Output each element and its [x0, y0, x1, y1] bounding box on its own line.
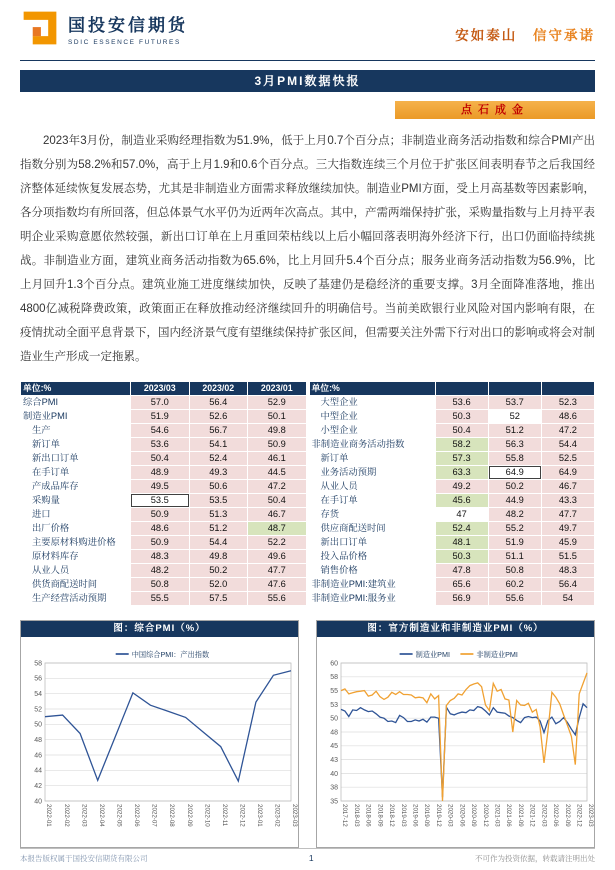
row-label: 投入品价格: [309, 550, 435, 564]
svg-text:2020-09: 2020-09: [470, 804, 478, 827]
report-title: 3月PMI数据快报: [254, 74, 361, 88]
svg-text:2022-03: 2022-03: [80, 804, 88, 827]
svg-text:中国综合PMI：产出指数: 中国综合PMI：产出指数: [131, 650, 210, 659]
table-row: [309, 564, 595, 578]
disclaimer-text: 不可作为投资依据，转载请注明出处: [474, 854, 595, 863]
svg-text:38: 38: [330, 784, 338, 792]
svg-text:2023-03: 2023-03: [587, 804, 594, 827]
value-cell: 48.2: [488, 508, 541, 522]
value-cell: 64.9: [541, 466, 594, 480]
value-cell: 50.9: [248, 438, 307, 452]
page-number: 1: [308, 853, 314, 863]
table-row: [21, 592, 307, 606]
value-cell: 60.2: [488, 578, 541, 592]
value-cell: 50.6: [189, 480, 248, 494]
date-column-header: 2023/03: [131, 382, 190, 396]
svg-text:2022-10: 2022-10: [203, 804, 211, 827]
value-cell: 51.2: [189, 522, 248, 536]
value-cell: 50.4: [131, 452, 190, 466]
row-label: 非制造业商务活动指数: [309, 438, 435, 452]
value-cell: 45.9: [541, 536, 594, 550]
charts-section: [20, 620, 595, 848]
value-cell: 64.9: [488, 466, 541, 480]
svg-text:2022-09: 2022-09: [185, 804, 193, 827]
svg-text:55: 55: [330, 688, 338, 695]
svg-text:56: 56: [34, 675, 42, 683]
svg-text:2018-06: 2018-06: [364, 804, 372, 827]
svg-text:54: 54: [34, 691, 42, 699]
value-cell: 52.9: [248, 396, 307, 410]
svg-text:2018-12: 2018-12: [388, 804, 396, 827]
value-cell: 55.6: [488, 592, 541, 606]
value-cell: 49.8: [189, 550, 248, 564]
table-row: [309, 452, 595, 466]
value-cell: 52.0: [189, 578, 248, 592]
svg-text:2022-03: 2022-03: [540, 804, 548, 827]
row-label: 新订单: [309, 452, 435, 466]
table-row: [21, 410, 307, 424]
value-cell: 48.7: [248, 522, 307, 536]
value-cell: 51.1: [488, 550, 541, 564]
svg-text:45: 45: [330, 743, 338, 751]
badge-row: [20, 101, 595, 119]
pmi-data-table: [20, 381, 595, 606]
report-body-paragraph: 2023年3月份，制造业采购经理指数为51.9%，低于上月0.7个百分点；非制造业商务活动指数和综合PMI产出指数分别为58.2%和57.0%，高于上月1.9和0.6个百分点。三大指数连续三个月位于扩张区间表明春节之后我国经济整体延续恢复发展态势，尤其是非制造业方面需求释放继续加快。制造业PMI方面，受上月高基数等因素影响，各分项指数均有所回落，但总体景气水平仍为近两年次高点。其中，产需两端保持扩张，采购量指数与上月持平表明企业采购意愿依然较强，新出口订单在上月重回荣枯线以上后小幅回落表明海外经济下行，出口仍面临持续挑战。非制造业方面，建筑业商务活动指数为65.6%，比上月回升5.4个百分点；服务业商务活动指数为56.9%，比上月回升1.3个百分点。建筑业施工进度继续加快，反映了基建仍是稳经济的重要支撑。3月全面降准落地，推出4800亿减税降费政策，政策面正在释放推动经济继续回升的明确信号。当前美欧银行业风险对国内影响有限，在疫情扰动全面平息背景下，国内经济景气度有望继续保持扩张区间，但需要关注外需下行对出口的影响或将会对制造业生产形成一定拖累。: [20, 135, 595, 363]
report-title-banner: [20, 70, 595, 92]
value-cell: 52.6: [189, 410, 248, 424]
value-cell: 54.4: [189, 536, 248, 550]
row-label: 产成品库存: [21, 480, 131, 494]
pmi-table-left: [20, 381, 307, 606]
value-cell: 56.4: [541, 578, 594, 592]
svg-text:2019-12: 2019-12: [434, 804, 442, 827]
value-cell: 55.8: [488, 452, 541, 466]
svg-text:2022-06: 2022-06: [133, 804, 141, 827]
svg-text:50: 50: [330, 715, 338, 723]
value-cell: 48.6: [541, 410, 594, 424]
svg-text:2019-09: 2019-09: [423, 804, 431, 827]
svg-text:48: 48: [34, 737, 42, 745]
svg-text:46: 46: [34, 752, 42, 760]
unit-header: 单位:%: [21, 382, 131, 396]
company-block: [68, 11, 188, 46]
unit-header: 单位:%: [309, 382, 435, 396]
value-cell: 50.2: [488, 480, 541, 494]
svg-text:2021-09: 2021-09: [516, 804, 524, 827]
svg-text:2022-08: 2022-08: [168, 804, 176, 827]
svg-text:2023-02: 2023-02: [273, 804, 281, 827]
value-cell: 50.2: [189, 564, 248, 578]
table-row: [309, 410, 595, 424]
header-divider: [20, 60, 595, 61]
value-cell: 57.5: [189, 592, 248, 606]
value-cell: 49.3: [189, 466, 248, 480]
svg-text:50: 50: [34, 721, 42, 729]
svg-text:35: 35: [330, 798, 338, 806]
row-label: 采购量: [21, 494, 131, 508]
svg-text:40: 40: [330, 770, 338, 778]
table-row: [309, 508, 595, 522]
date-column-header: 2023/01: [248, 382, 307, 396]
table-row: [21, 466, 307, 480]
row-label: 生产经营活动预期: [21, 592, 131, 606]
table-row: [21, 396, 307, 410]
date-column-header: [541, 382, 594, 396]
value-cell: 48.1: [435, 536, 488, 550]
value-cell: 52: [488, 410, 541, 424]
svg-text:40: 40: [34, 798, 42, 806]
report-footer: [20, 848, 595, 864]
value-cell: 52.3: [541, 396, 594, 410]
value-cell: 47.6: [248, 578, 307, 592]
svg-text:2021-03: 2021-03: [493, 804, 501, 827]
value-cell: 54.1: [189, 438, 248, 452]
table-row: [309, 396, 595, 410]
table-row: [21, 480, 307, 494]
value-cell: 58.2: [435, 438, 488, 452]
row-label: 主要原材料购进价格: [21, 536, 131, 550]
manufacturing-nonmanufacturing-pmi-line-chart: [317, 637, 594, 847]
value-cell: 50.9: [131, 508, 190, 522]
svg-text:2020-06: 2020-06: [458, 804, 466, 827]
value-cell: 48.3: [131, 550, 190, 564]
table-row: [21, 452, 307, 466]
value-cell: 47.8: [435, 564, 488, 578]
value-cell: 50.9: [131, 536, 190, 550]
value-cell: 53.6: [131, 438, 190, 452]
svg-text:43: 43: [330, 757, 338, 764]
row-label: 综合PMI: [21, 396, 131, 410]
value-cell: 55.5: [131, 592, 190, 606]
svg-text:非制造业PMI: 非制造业PMI: [476, 650, 518, 659]
row-label: 非制造业PMI:服务业: [309, 592, 435, 606]
row-label: 进口: [21, 508, 131, 522]
date-column-header: [488, 382, 541, 396]
chart-manufacturing-nonmanufacturing-pmi: [316, 620, 595, 848]
svg-text:2017-12: 2017-12: [341, 804, 349, 827]
value-cell: 53.7: [488, 396, 541, 410]
svg-text:58: 58: [34, 660, 42, 668]
logo-block: [20, 8, 188, 48]
table-row: [309, 466, 595, 480]
slogan: [455, 24, 595, 44]
value-cell: 48.6: [131, 522, 190, 536]
chart-title-left: 图：综合PMI（%）: [21, 621, 298, 637]
company-name: 国投安信期货: [68, 15, 188, 35]
table-row: [21, 578, 307, 592]
table-row: [21, 438, 307, 452]
composite-pmi-line-chart: [21, 637, 298, 847]
table-header-row: [309, 382, 595, 396]
value-cell: 51.9: [488, 536, 541, 550]
value-cell: 56.7: [189, 424, 248, 438]
svg-text:2022-05: 2022-05: [115, 804, 123, 827]
value-cell: 44.9: [488, 494, 541, 508]
table-row: [309, 592, 595, 606]
svg-text:2018-03: 2018-03: [352, 804, 360, 827]
value-cell: 50.3: [435, 410, 488, 424]
chart-title-right: 图：官方制造业和非制造业PMI（%）: [317, 621, 594, 637]
value-cell: 52.2: [248, 536, 307, 550]
value-cell: 49.5: [131, 480, 190, 494]
value-cell: 63.3: [435, 466, 488, 480]
svg-text:2022-06: 2022-06: [552, 804, 560, 827]
svg-text:2019-03: 2019-03: [399, 804, 407, 827]
value-cell: 47.7: [248, 564, 307, 578]
table-row: [309, 578, 595, 592]
svg-text:2020-03: 2020-03: [446, 804, 454, 827]
value-cell: 49.2: [435, 480, 488, 494]
svg-text:44: 44: [34, 767, 42, 775]
value-cell: 57.0: [131, 396, 190, 410]
value-cell: 52.5: [541, 452, 594, 466]
value-cell: 53.5: [189, 494, 248, 508]
value-cell: 50.8: [488, 564, 541, 578]
value-cell: 47.2: [248, 480, 307, 494]
svg-text:42: 42: [34, 783, 42, 791]
row-label: 生产: [21, 424, 131, 438]
svg-text:2022-12: 2022-12: [575, 804, 583, 827]
svg-text:2023-01: 2023-01: [256, 804, 264, 827]
row-label: 新订单: [21, 438, 131, 452]
row-label: 非制造业PMI:建筑业: [309, 578, 435, 592]
value-cell: 51.5: [541, 550, 594, 564]
value-cell: 46.7: [248, 508, 307, 522]
value-cell: 50.8: [131, 578, 190, 592]
table-row: [21, 508, 307, 522]
value-cell: 50.4: [435, 424, 488, 438]
svg-text:2018-09: 2018-09: [376, 804, 384, 827]
table-row: [309, 494, 595, 508]
value-cell: 65.6: [435, 578, 488, 592]
svg-text:52: 52: [34, 706, 42, 714]
row-label: 供货商配送时间: [21, 578, 131, 592]
row-label: 供应商配送时间: [309, 522, 435, 536]
svg-text:2021-12: 2021-12: [528, 804, 536, 827]
row-label: 原材料库存: [21, 550, 131, 564]
svg-text:2022-04: 2022-04: [97, 804, 105, 827]
value-cell: 50.1: [248, 410, 307, 424]
value-cell: 54: [541, 592, 594, 606]
svg-text:2019-06: 2019-06: [411, 804, 419, 827]
report-header: [20, 8, 595, 55]
table-row: [21, 522, 307, 536]
company-name-en: SDIC ESSENCE FUTURES: [68, 38, 181, 46]
gold-badge: 点石成金: [395, 101, 595, 119]
company-logo-icon: [20, 8, 60, 48]
row-label: 从业人员: [309, 480, 435, 494]
row-label: 小型企业: [309, 424, 435, 438]
value-cell: 54.6: [131, 424, 190, 438]
svg-text:2023-03: 2023-03: [291, 804, 298, 827]
value-cell: 47: [435, 508, 488, 522]
value-cell: 43.3: [541, 494, 594, 508]
row-label: 中型企业: [309, 410, 435, 424]
value-cell: 51.2: [488, 424, 541, 438]
svg-text:2022-02: 2022-02: [62, 804, 70, 827]
value-cell: 57.3: [435, 452, 488, 466]
value-cell: 55.2: [488, 522, 541, 536]
table-row: [21, 550, 307, 564]
row-label: 在手订单: [21, 466, 131, 480]
svg-text:2021-06: 2021-06: [505, 804, 513, 827]
value-cell: 55.6: [248, 592, 307, 606]
copyright-text: 本报告版权属于国投安信期货有限公司: [20, 854, 148, 863]
value-cell: 56.9: [435, 592, 488, 606]
value-cell: 46.7: [541, 480, 594, 494]
row-label: 大型企业: [309, 396, 435, 410]
value-cell: 53.6: [435, 396, 488, 410]
row-label: 在手订单: [309, 494, 435, 508]
value-cell: 48.2: [131, 564, 190, 578]
chart-composite-pmi: [20, 620, 299, 848]
value-cell: 52.4: [435, 522, 488, 536]
value-cell: 53.5: [131, 494, 190, 508]
value-cell: 44.5: [248, 466, 307, 480]
table-row: [21, 494, 307, 508]
svg-text:制造业PMI: 制造业PMI: [415, 650, 450, 659]
svg-text:2022-09: 2022-09: [563, 804, 571, 827]
date-column-header: [435, 382, 488, 396]
value-cell: 48.9: [131, 466, 190, 480]
pmi-table-right: [309, 381, 596, 606]
svg-text:2020-12: 2020-12: [481, 804, 489, 827]
row-label: 从业人员: [21, 564, 131, 578]
value-cell: 52.4: [189, 452, 248, 466]
row-label: 制造业PMI: [21, 410, 131, 424]
row-label: 出厂价格: [21, 522, 131, 536]
table-row: [309, 550, 595, 564]
table-header-row: [21, 382, 307, 396]
svg-text:2022-11: 2022-11: [220, 804, 228, 827]
svg-text:48: 48: [330, 729, 338, 737]
table-row: [309, 480, 595, 494]
value-cell: 46.1: [248, 452, 307, 466]
table-row: [21, 564, 307, 578]
value-cell: 47.7: [541, 508, 594, 522]
value-cell: 51.3: [189, 508, 248, 522]
value-cell: 54.4: [541, 438, 594, 452]
date-column-header: 2023/02: [189, 382, 248, 396]
row-label: 业务活动预期: [309, 466, 435, 480]
value-cell: 51.9: [131, 410, 190, 424]
table-row: [309, 438, 595, 452]
svg-text:2022-12: 2022-12: [238, 804, 246, 827]
svg-text:53: 53: [330, 701, 338, 709]
value-cell: 50.3: [435, 550, 488, 564]
table-row: [309, 522, 595, 536]
value-cell: 47.2: [541, 424, 594, 438]
value-cell: 49.8: [248, 424, 307, 438]
value-cell: 48.3: [541, 564, 594, 578]
svg-text:2022-07: 2022-07: [150, 804, 158, 827]
value-cell: 45.6: [435, 494, 488, 508]
value-cell: 49.7: [541, 522, 594, 536]
svg-text:58: 58: [330, 674, 338, 682]
table-row: [21, 424, 307, 438]
svg-text:60: 60: [330, 660, 338, 668]
table-row: [309, 536, 595, 550]
row-label: 销售价格: [309, 564, 435, 578]
value-cell: 56.4: [189, 396, 248, 410]
value-cell: 56.3: [488, 438, 541, 452]
slogan-part-2: 信守承诺: [533, 28, 595, 43]
value-cell: 50.4: [248, 494, 307, 508]
table-row: [309, 424, 595, 438]
slogan-part-1: 安如泰山: [455, 28, 518, 43]
svg-text:2022-01: 2022-01: [45, 804, 53, 827]
row-label: 新出口订单: [21, 452, 131, 466]
row-label: 存货: [309, 508, 435, 522]
table-row: [21, 536, 307, 550]
row-label: 新出口订单: [309, 536, 435, 550]
value-cell: 49.6: [248, 550, 307, 564]
